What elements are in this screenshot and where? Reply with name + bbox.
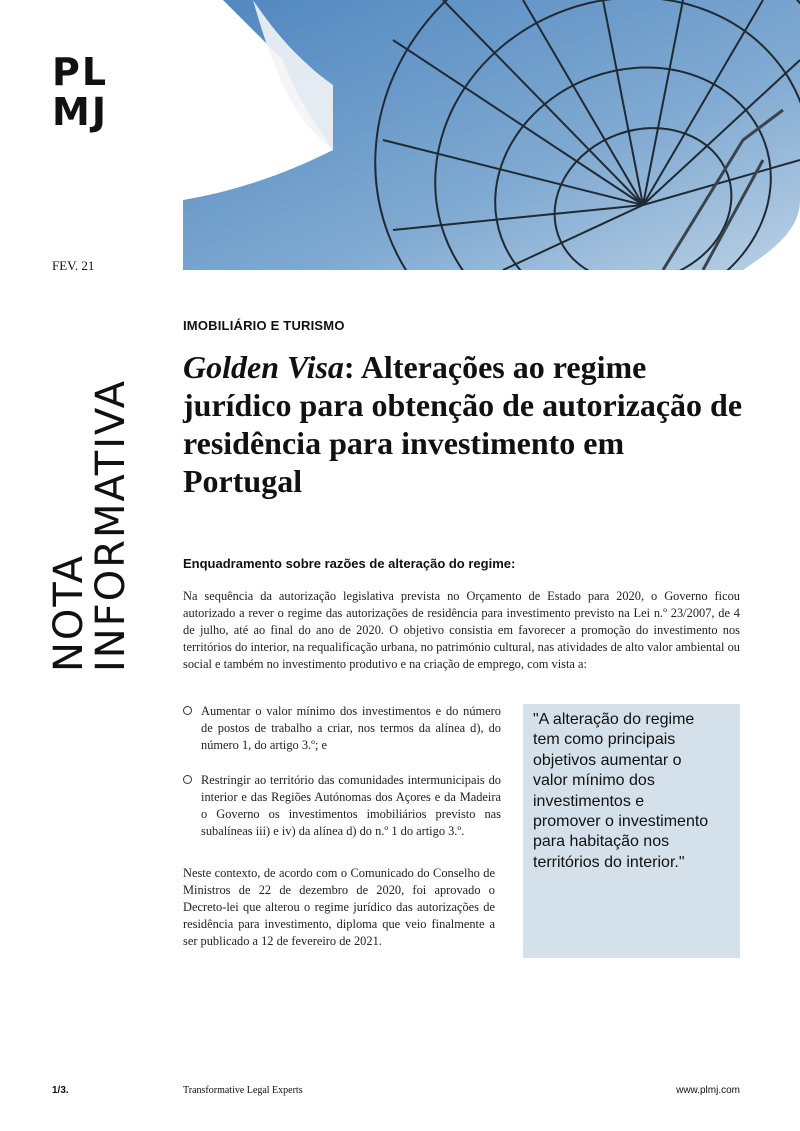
issue-date: FEV. 21 [52, 258, 95, 273]
subheading: Enquadramento sobre razões de alteração do regime: [183, 556, 516, 571]
document-type-line2: INFORMATIVA [88, 378, 134, 672]
hero-image [183, 0, 800, 270]
section-label: IMOBILIÁRIO E TURISMO [183, 318, 345, 333]
footer-tagline: Transformative Legal Experts [183, 1085, 303, 1096]
title-rest: : Alterações ao regime jurídico para obtenção de autorização de residência para investimento em Portugal [183, 349, 743, 499]
intro-paragraph: Na sequência da autorização legislativa prevista no Orçamento de Estado para 2020, o Governo ficou autorizado a rever o regime das autorizações de residência para investimento previsto na Lei n.º 23/2007, de 4 de julho, até ao final do ano de 2020. O objetivo consistia em favorecer a promoção do investimento nos territórios do interior, na requalificação urbana, no património cultural, nas atividades de alto valor ambiental ou social e também no investimento produtivo e na criação de emprego, com vista a: [183, 589, 740, 671]
pull-quote-text: "A alteração do regime tem como principais objetivos aumentar o valor mínimo dos investimentos e promover o investimento para habitação nos territórios do interior." [533, 711, 709, 871]
document-type-label [48, 312, 132, 672]
footer-url[interactable]: www.plmj.com [676, 1085, 740, 1096]
document-type-line1: NOTA [46, 553, 92, 672]
context-paragraph: Neste contexto, de acordo com o Comunicado do Conselho de Ministros de 22 de dezembro de 2020, foi aprovado o Decreto-lei que alterou o regime jurídico das autorizações de residência para investimento, diploma que veio finalmente a ser publicado a 12 de fevereiro de 2021. [183, 866, 495, 948]
page-number: 1/3. [52, 1085, 69, 1096]
bullet-list [183, 703, 501, 858]
list-item: Aumentar o valor mínimo dos investimentos e do número de postos de trabalho a criar, nos termos da alínea d), do número 1, do artigo 3.º; e [183, 703, 501, 754]
pull-quote [523, 704, 740, 958]
bullet-circle-icon [183, 775, 192, 784]
page-title [183, 348, 743, 500]
plmj-logo: PL MJ [52, 50, 109, 134]
list-item: Restringir ao território das comunidades intermunicipais do interior e das Regiões Autónomas dos Açores e da Madeira o Governo os investimentos imobiliários previsto nas subalíneas iii) e iv) da alínea d) do n.º 1 do artigo 3.º. [183, 772, 501, 840]
bullet-circle-icon [183, 706, 192, 715]
title-italic: Golden Visa [183, 349, 344, 385]
